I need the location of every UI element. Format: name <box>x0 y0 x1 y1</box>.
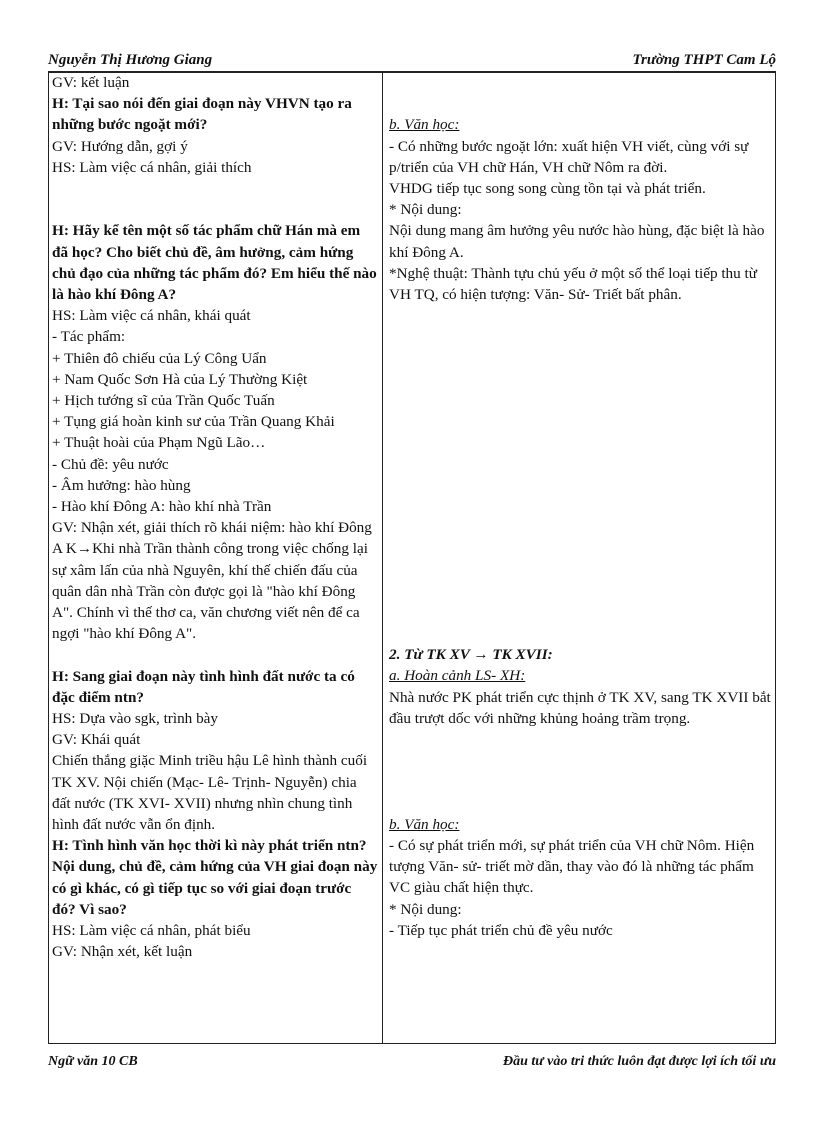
art-text: *Nghệ thuật: Thành tựu chủ yếu ở một số thể loại tiếp thu từ VH TQ, có hiện tượng: Văn- Sử- Triết bất phân. <box>389 264 757 303</box>
gv-guide: GV: Hướng dẫn, gợi ý <box>52 137 188 155</box>
hs-textbook: HS: Dựa vào sgk, trình bày <box>52 710 218 728</box>
work-item: + Hịch tướng sĩ của Trần Quốc Tuấn <box>52 392 275 410</box>
works-heading: - Tác phẩm: <box>52 328 126 346</box>
gv-comment-1: GV: Nhận xét, giải thích rõ khái niệm: hào khí Đông A K→Khi nhà Trần thành công trong việc chống lại sự xâm lấn của nhà Nguyên, khí thế chiến đấu của quân dân nhà Trần còn được gọi là "hào khí Đông A". Chính vì thế thơ ca, văn chương viết nên để ca ngợi "hào khí Đông A". <box>52 519 372 643</box>
content-text: Nội dung mang âm hưởng yêu nước hào hùng, đặc biệt là hào khí Đông A. <box>389 222 765 261</box>
hs-summarize: HS: Làm việc cá nhân, khái quát <box>52 307 251 325</box>
work-item: + Tụng giá hoàn kinh sư của Trần Quang Khải <box>52 413 335 431</box>
footer-subject: Ngữ văn 10 CB <box>48 1054 138 1069</box>
folk-literature: VHDG tiếp tục song song cùng tồn tại và phát triển. <box>389 179 706 197</box>
header-school: Trường THPT Cam Lộ <box>632 52 776 68</box>
section-2-title: 2. Từ TK XV → TK XVII: <box>389 646 553 664</box>
gv-summary: GV: Khái quát <box>52 731 141 749</box>
footer-motto: Đầu tư vào tri thức luôn đạt được lợi ích tối ưu <box>503 1054 776 1069</box>
question-3: H: Sang giai đoạn này tình hình đất nước ta có đặc điểm ntn? <box>52 667 355 706</box>
question-2: H: Hãy kể tên một số tác phẩm chữ Hán mà em đã học? Cho biết chủ đề, âm hưởng, cảm hứng chủ đạo của những tác phẩm đó? Em hiểu thế nào là hào khí Đông A? <box>52 222 377 304</box>
work-item: + Nam Quốc Sơn Hà của Lý Thường Kiệt <box>52 370 308 388</box>
turning-point: - Có những bước ngoặt lớn: xuất hiện VH viết, cùng với sự p/triển của VH chữ Hán, VH chữ Nôm ra đời. <box>389 137 749 176</box>
work-item: + Thiên đô chiếu của Lý Công Uẩn <box>52 349 267 367</box>
left-column <box>52 72 378 963</box>
literature-heading-1: b. Văn học: <box>389 116 460 134</box>
development-text: - Có sự phát triển mới, sự phát triển của VH chữ Nôm. Hiện tượng Văn- sử- triết mờ dần, thay vào đó là những tác phẩm VC giàu chất hiện thực. <box>389 837 755 897</box>
literature-heading-2: b. Văn học: <box>389 815 460 833</box>
content-heading-2: * Nội dung: <box>389 900 462 918</box>
context-text: Nhà nước PK phát triển cực thịnh ở TK XV, sang TK XVII bắt đầu trượt dốc với những khủng hoảng trầm trọng. <box>389 688 771 727</box>
hs-explain: HS: Làm việc cá nhân, giải thích <box>52 158 252 176</box>
context-heading: a. Hoàn cảnh LS- XH: <box>389 667 526 685</box>
work-item: + Thuật hoài của Phạm Ngũ Lão… <box>52 434 266 452</box>
history-text: Chiến thắng giặc Minh triều hậu Lê hình thành cuối TK XV. Nội chiến (Mạc- Lê- Trịnh- Nguyễn) chia đất nước (TK XVI- XVII) nhưng nhìn chung tình hình đất nước vẫn ổn định. <box>52 752 368 834</box>
tone-line: - Âm hưởng: hào hùng <box>52 476 191 494</box>
hs-speak: HS: Làm việc cá nhân, phát biểu <box>52 922 251 940</box>
gv-comment-2: GV: Nhận xét, kết luận <box>52 943 193 961</box>
dong-a-line: - Hào khí Đông A: hào khí nhà Trần <box>52 498 272 516</box>
header-author: Nguyễn Thị Hương Giang <box>48 52 213 68</box>
column-divider <box>382 72 383 1044</box>
right-column <box>389 72 773 941</box>
content-heading-1: * Nội dung: <box>389 201 462 219</box>
gv-conclusion: GV: kết luận <box>52 74 130 91</box>
question-1: H: Tại sao nói đến giai đoạn này VHVN tạo ra những bước ngoặt mới? <box>52 95 352 134</box>
patriotism-line: - Tiếp tục phát triển chủ đề yêu nước <box>389 921 613 939</box>
theme-line: - Chủ đề: yêu nước <box>52 455 169 473</box>
question-4: H: Tình hình văn học thời kì này phát triển ntn? Nội dung, chủ đề, cảm hứng của VH giai đoạn này có gì khác, có gì tiếp tục so với giai đoạn trước đó? Vì sao? <box>52 837 378 918</box>
